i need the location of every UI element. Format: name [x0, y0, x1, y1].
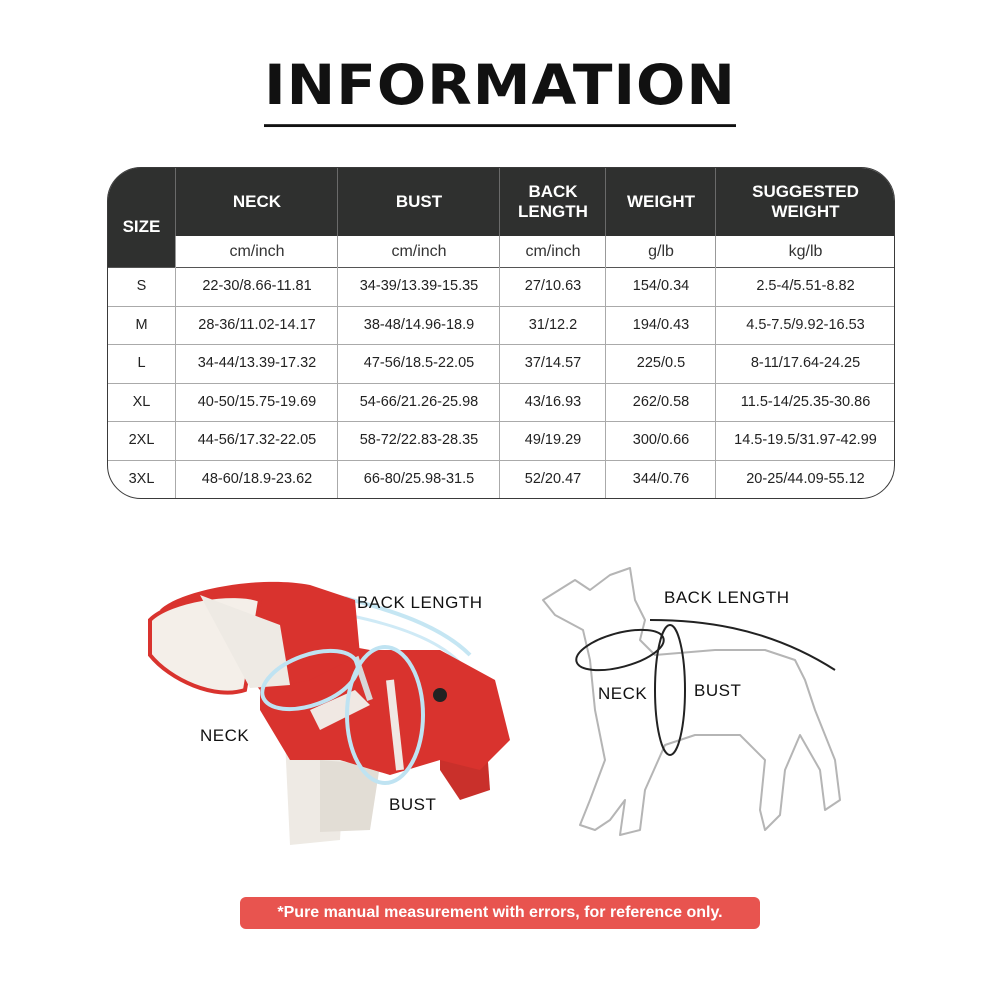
cell-bust: 66-80/25.98-31.5 — [337, 460, 500, 499]
unit-suggested-weight: kg/lb — [715, 236, 895, 267]
cell-weight: 262/0.58 — [605, 383, 716, 422]
cell-weight: 225/0.5 — [605, 344, 716, 383]
units-row — [108, 236, 894, 268]
right-bust-label: BUST — [694, 681, 742, 700]
cell-weight: 344/0.76 — [605, 460, 716, 499]
right-back-length-label: BACK LENGTH — [664, 588, 790, 607]
title-container — [0, 50, 1000, 129]
cell-bust: 54-66/21.26-25.98 — [337, 383, 500, 422]
cell-size: 2XL — [128, 432, 155, 449]
left-neck-label: NECK — [200, 726, 250, 745]
cell-suggested-weight: 20-25/44.09-55.12 — [715, 460, 895, 499]
cell-bust: 58-72/22.83-28.35 — [337, 421, 500, 460]
disclaimer-note: *Pure manual measurement with errors, for reference only. — [240, 897, 760, 929]
cell-back-length: 31/12.2 — [499, 306, 606, 345]
cell-neck: 40-50/15.75-19.69 — [175, 383, 338, 422]
bust-ring — [655, 625, 685, 755]
cell-back-length: 27/10.63 — [499, 267, 606, 306]
table-row — [108, 344, 894, 384]
dog-silhouette — [543, 568, 840, 835]
cell-neck: 44-56/17.32-22.05 — [175, 421, 338, 460]
cell-neck: 34-44/13.39-17.32 — [175, 344, 338, 383]
table-row — [108, 306, 894, 346]
table-row — [108, 460, 894, 499]
header-back-length: BACK LENGTH — [499, 168, 606, 236]
cell-bust: 47-56/18.5-22.05 — [337, 344, 500, 383]
cell-size: XL — [132, 393, 151, 410]
table-row — [108, 421, 894, 461]
cell-bust: 34-39/13.39-15.35 — [337, 267, 500, 306]
table-row — [108, 383, 894, 423]
cell-back-length: 43/16.93 — [499, 383, 606, 422]
cell-weight: 300/0.66 — [605, 421, 716, 460]
cell-weight: 194/0.43 — [605, 306, 716, 345]
header-size: SIZE — [108, 168, 175, 267]
unit-weight: g/lb — [605, 236, 716, 267]
cell-size: M — [135, 316, 148, 333]
cell-size: S — [136, 278, 147, 295]
header-bust: BUST — [337, 168, 500, 236]
header-weight: WEIGHT — [605, 168, 716, 236]
table-row — [108, 267, 894, 307]
unit-neck: cm/inch — [175, 236, 338, 267]
page-title: INFORMATION — [264, 52, 736, 127]
cell-suggested-weight: 8-11/17.64-24.25 — [715, 344, 895, 383]
cell-suggested-weight: 4.5-7.5/9.92-16.53 — [715, 306, 895, 345]
left-back-length-label: BACK LENGTH — [357, 593, 483, 612]
cell-neck: 48-60/18.9-23.62 — [175, 460, 338, 499]
cell-back-length: 49/19.29 — [499, 421, 606, 460]
right-neck-label: NECK — [598, 684, 648, 703]
header-neck: NECK — [175, 168, 338, 236]
unit-bust: cm/inch — [337, 236, 500, 267]
left-bust-label: BUST — [389, 795, 437, 814]
cell-suggested-weight: 14.5-19.5/31.97-42.99 — [715, 421, 895, 460]
neck-ring — [572, 622, 668, 678]
cell-neck: 28-36/11.02-14.17 — [175, 306, 338, 345]
size-table — [107, 167, 895, 499]
cell-suggested-weight: 2.5-4/5.51-8.82 — [715, 267, 895, 306]
cell-neck: 22-30/8.66-11.81 — [175, 267, 338, 306]
back-length-line — [650, 620, 835, 670]
cell-suggested-weight: 11.5-14/25.35-30.86 — [715, 383, 895, 422]
header-suggested-weight: SUGGESTED WEIGHT — [715, 168, 895, 236]
unit-back-length: cm/inch — [499, 236, 606, 267]
cell-size: L — [137, 355, 146, 372]
raincoat-dog-illustration — [140, 570, 520, 860]
table-header — [108, 168, 894, 236]
cell-bust: 38-48/14.96-18.9 — [337, 306, 500, 345]
cell-back-length: 37/14.57 — [499, 344, 606, 383]
logo-icon — [433, 688, 447, 702]
cell-back-length: 52/20.47 — [499, 460, 606, 499]
cell-size: 3XL — [128, 470, 155, 487]
cell-weight: 154/0.34 — [605, 267, 716, 306]
